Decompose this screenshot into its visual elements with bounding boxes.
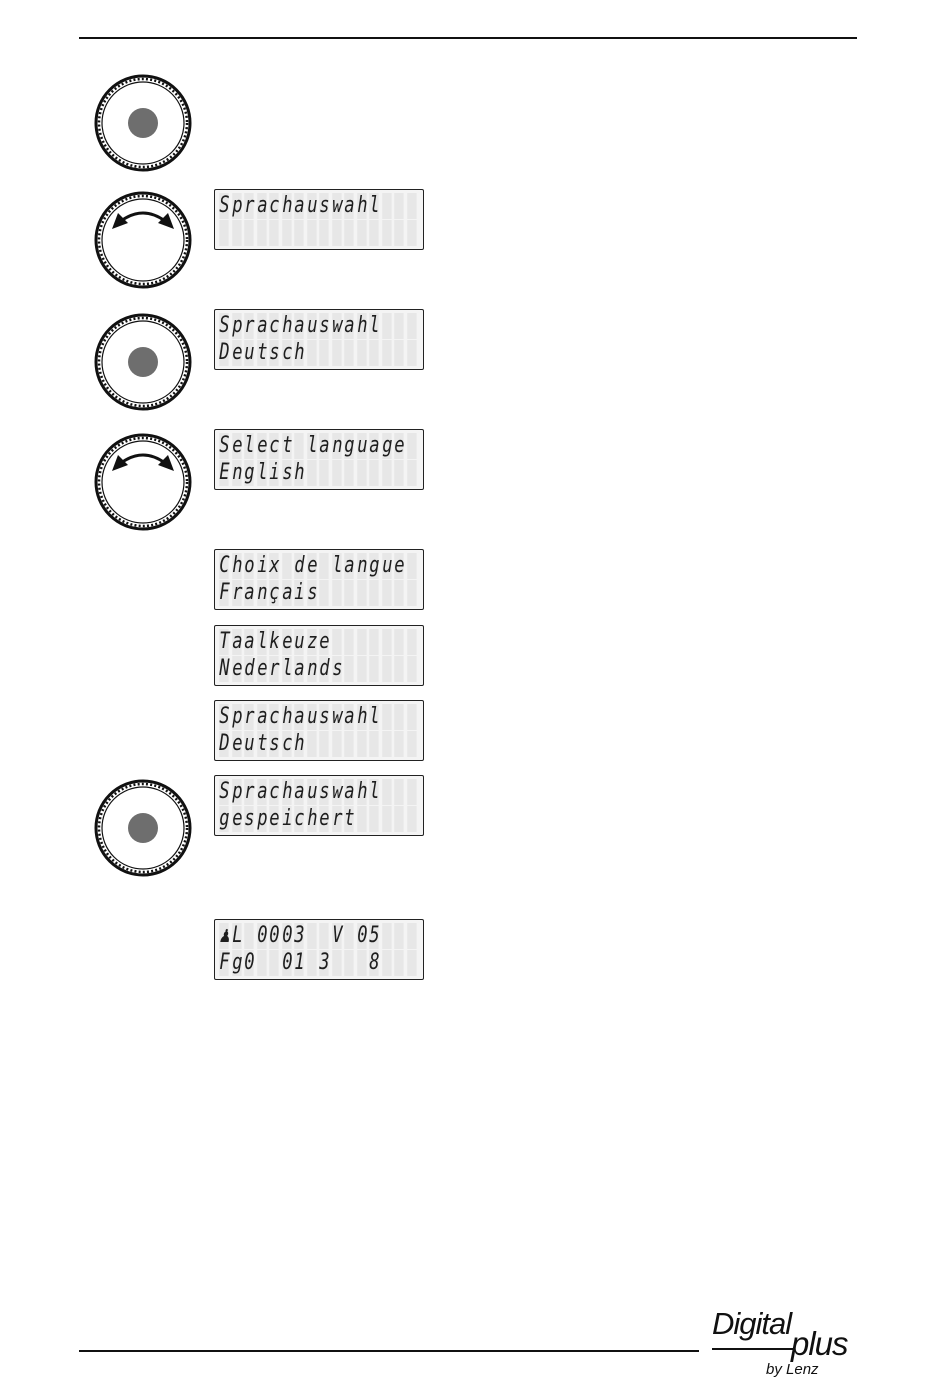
lcd-char-cell [294, 433, 303, 459]
lcd-char-cell [357, 460, 366, 486]
lcd-char-cell: a [244, 580, 255, 605]
lcd-char-cell [407, 220, 416, 246]
lcd-char-cell [332, 460, 341, 486]
lcd-char-cell [244, 220, 253, 246]
lcd-char-cell: h [281, 313, 293, 338]
lcd-char-cell: 0 [256, 923, 268, 948]
lcd-line-1 [218, 553, 420, 579]
lcd-char-cell: a [231, 629, 243, 654]
lcd-char-cell [407, 950, 416, 976]
lcd-char-cell [382, 731, 391, 757]
lcd-char-cell: p [231, 779, 243, 804]
lcd-char-cell: u [294, 629, 305, 654]
lcd-char-cell: r [331, 806, 343, 831]
lcd-char-cell [232, 220, 241, 246]
lcd-char-cell [319, 460, 328, 486]
lcd-char-cell: 3 [319, 950, 330, 975]
lcd-char-cell [382, 460, 391, 486]
lcd-line-1 [218, 433, 420, 459]
lcd-char-cell [382, 704, 391, 730]
lcd-char-cell [344, 220, 353, 246]
lcd-char-cell: a [344, 553, 355, 578]
lcd-char-cell: c [281, 731, 293, 756]
lcd-char-cell: p [231, 704, 243, 729]
lcd-char-cell [382, 220, 391, 246]
knob-press-icon [88, 68, 198, 178]
lcd-char-cell: d [294, 553, 305, 578]
lcd-char-cell: 0 [281, 923, 293, 948]
knob-press-icon [88, 307, 198, 417]
lcd-char-cell: n [231, 460, 243, 485]
lcd-char-cell: d [319, 656, 330, 681]
lcd-char-cell: h [281, 779, 293, 804]
lcd-char-cell: t [281, 433, 293, 458]
lcd-char-cell: g [231, 950, 243, 975]
lcd-char-cell: c [269, 779, 280, 804]
lcd-char-cell [369, 656, 378, 682]
lcd-char-cell: c [269, 704, 280, 729]
lcd-char-cell: 8 [369, 950, 380, 975]
lcd-char-cell: w [331, 313, 343, 338]
lcd-char-cell: 0 [269, 923, 280, 948]
lcd-char-cell: S [219, 779, 230, 804]
lcd-char-cell: n [331, 433, 343, 458]
lcd-char-cell: e [281, 629, 293, 654]
lcd-char-cell: D [219, 340, 230, 365]
lcd-char-cell [407, 460, 416, 486]
bottom-rule [79, 1350, 699, 1352]
lcd-char-cell: l [331, 553, 343, 578]
lcd-char-cell: l [369, 779, 380, 804]
lcd-char-cell [407, 340, 416, 366]
lcd-char-cell: r [244, 779, 255, 804]
lcd-line-2 [218, 460, 420, 486]
lcd-char-cell: e [231, 433, 243, 458]
lcd-char-cell [407, 313, 416, 339]
lcd-line-2 [218, 731, 420, 757]
lcd-char-cell [332, 340, 341, 366]
lcd-char-cell [319, 553, 328, 579]
lcd-char-cell [382, 313, 391, 339]
lcd-char-cell [407, 923, 416, 949]
lcd-char-cell: S [219, 193, 230, 218]
lcd-char-cell [394, 731, 403, 757]
lcd-char-cell: h [281, 704, 293, 729]
lcd-char-cell [407, 580, 416, 606]
lcd-char-cell [407, 731, 416, 757]
lcd-char-cell [344, 340, 353, 366]
lcd-char-cell [332, 580, 341, 606]
lcd-line-2 [218, 950, 420, 976]
lcd-char-cell [407, 433, 416, 459]
lcd-char-cell [269, 950, 278, 976]
lcd-char-cell: u [244, 731, 255, 756]
lcd-char-cell [294, 220, 303, 246]
lcd-char-cell: l [369, 704, 380, 729]
lcd-char-cell [357, 220, 366, 246]
lcd-display-2 [214, 309, 424, 370]
lcd-char-cell [382, 656, 391, 682]
lcd-char-cell [307, 923, 316, 949]
lcd-char-cell [369, 220, 378, 246]
lcd-char-cell [282, 553, 291, 579]
lcd-char-cell: t [256, 731, 268, 756]
lcd-char-cell [407, 193, 416, 219]
lcd-char-cell: h [306, 806, 318, 831]
lcd-char-cell: a [294, 656, 305, 681]
lcd-char-cell [369, 340, 378, 366]
lcd-char-cell [357, 950, 366, 976]
lcd-char-cell [332, 731, 341, 757]
lcd-char-cell: s [319, 313, 330, 338]
lcd-char-cell: h [356, 704, 368, 729]
lcd-char-cell [319, 580, 328, 606]
lcd-char-cell [407, 704, 416, 730]
lcd-char-cell: D [219, 731, 230, 756]
lcd-char-cell [307, 220, 316, 246]
lcd-char-cell [382, 629, 391, 655]
lcd-line-1 [218, 779, 420, 805]
lcd-char-cell: g [369, 553, 380, 578]
lcd-char-cell: h [356, 779, 368, 804]
logo-primary: Digital [712, 1306, 792, 1341]
lcd-char-cell [407, 656, 416, 682]
lcd-char-cell: a [369, 433, 380, 458]
knob-press-1[interactable] [88, 68, 198, 178]
lcd-char-cell: a [319, 433, 330, 458]
lcd-char-cell: 3 [294, 923, 305, 948]
lcd-char-cell [382, 923, 391, 949]
lcd-char-cell: s [244, 806, 255, 831]
lcd-char-cell: e [319, 629, 330, 654]
lcd-char-cell: g [219, 806, 230, 831]
lcd-char-cell: e [256, 656, 268, 681]
lcd-char-cell: c [269, 433, 280, 458]
lcd-char-cell [382, 779, 391, 805]
lcd-char-cell: a [344, 779, 355, 804]
logo-tagline: by Lenz [766, 1361, 819, 1378]
lcd-char-cell: i [294, 580, 305, 605]
lcd-char-cell: a [294, 193, 305, 218]
lcd-char-cell: k [269, 629, 280, 654]
lcd-char-cell [394, 779, 403, 805]
lcd-line-1 [218, 629, 420, 655]
lcd-display-1 [214, 189, 424, 250]
lcd-char-cell [407, 779, 416, 805]
lcd-char-cell [257, 950, 266, 976]
lcd-char-cell: a [256, 779, 268, 804]
lcd-char-cell: c [269, 313, 280, 338]
lcd-line-1 [218, 313, 420, 339]
lcd-char-cell [282, 220, 291, 246]
lcd-char-cell: u [306, 779, 318, 804]
lcd-char-cell: r [244, 193, 255, 218]
lcd-char-cell [332, 220, 341, 246]
lcd-char-cell: u [244, 340, 255, 365]
lcd-char-cell: o [244, 553, 255, 578]
lcd-char-cell: i [269, 460, 280, 485]
lcd-char-cell: e [231, 806, 243, 831]
lcd-char-cell [407, 629, 416, 655]
lcd-char-cell [407, 806, 416, 832]
lcd-char-cell: N [219, 656, 230, 681]
lcd-char-cell: l [281, 656, 293, 681]
lcd-char-cell: T [219, 629, 230, 654]
lcd-char-cell: s [331, 656, 343, 681]
lcd-char-cell [382, 340, 391, 366]
lcd-char-cell: a [281, 580, 293, 605]
lcd-char-cell: ç [269, 580, 280, 605]
lcd-char-cell: u [356, 433, 368, 458]
lcd-display-3 [214, 429, 424, 490]
lcd-char-cell: r [244, 313, 255, 338]
lcd-char-cell: a [344, 704, 355, 729]
lcd-char-cell [394, 629, 403, 655]
lcd-char-cell: a [294, 313, 305, 338]
lcd-char-cell [394, 220, 403, 246]
lcd-line-2 [218, 656, 420, 682]
lcd-char-cell: g [344, 433, 355, 458]
knob-rotate-icon [88, 185, 198, 295]
lcd-char-cell [369, 580, 378, 606]
lcd-char-cell [332, 629, 341, 655]
lcd-char-cell [394, 806, 403, 832]
lcd-char-cell: l [369, 193, 380, 218]
lcd-char-cell [332, 950, 341, 976]
lcd-char-cell: L [231, 923, 243, 948]
lcd-char-cell: h [356, 313, 368, 338]
lcd-char-cell: h [231, 553, 243, 578]
lcd-char-cell: a [244, 629, 255, 654]
lcd-char-cell: r [244, 704, 255, 729]
lcd-char-cell: l [256, 460, 268, 485]
lcd-char-cell: ♟ [219, 923, 230, 948]
lcd-char-cell: u [381, 553, 393, 578]
lcd-char-cell: e [319, 806, 330, 831]
lcd-char-cell: g [244, 460, 255, 485]
lcd-char-cell: s [269, 340, 280, 365]
lcd-char-cell: e [269, 806, 280, 831]
lcd-char-cell: c [269, 193, 280, 218]
lcd-char-cell: u [306, 704, 318, 729]
lcd-char-cell [357, 656, 366, 682]
lcd-char-cell: e [394, 553, 405, 578]
lcd-char-cell [394, 580, 403, 606]
lcd-char-cell: c [281, 340, 293, 365]
lcd-char-cell: z [306, 629, 318, 654]
lcd-char-cell: w [331, 193, 343, 218]
lcd-display-5 [214, 625, 424, 686]
lcd-char-cell: n [356, 553, 368, 578]
lcd-char-cell [394, 923, 403, 949]
lcd-char-cell: a [294, 704, 305, 729]
brand-logo [706, 1305, 866, 1385]
lcd-char-cell: l [306, 433, 318, 458]
lcd-char-cell [269, 220, 278, 246]
lcd-char-cell: s [281, 460, 293, 485]
lcd-line-2 [218, 220, 420, 246]
lcd-char-cell: e [231, 731, 243, 756]
lcd-line-2 [218, 806, 420, 832]
lcd-char-cell [369, 460, 378, 486]
knob-rotate-1[interactable] [88, 185, 198, 295]
lcd-char-cell: a [256, 704, 268, 729]
lcd-char-cell: t [256, 340, 268, 365]
lcd-char-cell [394, 704, 403, 730]
lcd-display-4 [214, 549, 424, 610]
lcd-char-cell: x [269, 553, 280, 578]
lcd-char-cell [382, 580, 391, 606]
lcd-char-cell: p [231, 193, 243, 218]
lcd-display-8 [214, 919, 424, 980]
lcd-char-cell [394, 460, 403, 486]
lcd-char-cell: S [219, 704, 230, 729]
lcd-char-cell [382, 193, 391, 219]
knob-rotate-icon [88, 427, 198, 537]
lcd-char-cell [257, 220, 266, 246]
lcd-char-cell: p [231, 313, 243, 338]
lcd-char-cell: r [231, 580, 243, 605]
lcd-char-cell: F [219, 950, 230, 975]
lcd-char-cell [344, 923, 353, 949]
lcd-char-cell [319, 731, 328, 757]
lcd-char-cell: u [306, 313, 318, 338]
lcd-char-cell: e [231, 656, 243, 681]
lcd-char-cell: c [294, 806, 305, 831]
lcd-char-cell [344, 656, 353, 682]
lcd-char-cell: s [319, 779, 330, 804]
lcd-char-cell: i [256, 553, 268, 578]
knob-press-2[interactable] [88, 307, 198, 417]
lcd-char-cell [394, 656, 403, 682]
lcd-char-cell [244, 923, 253, 949]
lcd-char-cell [307, 460, 316, 486]
lcd-char-cell: u [306, 193, 318, 218]
lcd-char-cell: h [294, 460, 305, 485]
lcd-char-cell [307, 340, 316, 366]
lcd-char-cell: s [269, 731, 280, 756]
lcd-char-cell [344, 460, 353, 486]
lcd-line-2 [218, 340, 420, 366]
lcd-char-cell: 0 [281, 950, 293, 975]
logo-underline [712, 1348, 794, 1350]
lcd-char-cell [357, 340, 366, 366]
lcd-char-cell: e [231, 340, 243, 365]
lcd-char-cell [394, 340, 403, 366]
knob-press-icon [88, 773, 198, 883]
lcd-char-cell: a [294, 779, 305, 804]
lcd-char-cell: e [256, 433, 268, 458]
lcd-char-cell: i [281, 806, 293, 831]
logo-secondary: plus [791, 1325, 848, 1362]
knob-rotate-2[interactable] [88, 427, 198, 537]
lcd-char-cell [344, 629, 353, 655]
lcd-char-cell: C [219, 553, 230, 578]
lcd-char-cell: e [394, 433, 405, 458]
lcd-char-cell [307, 950, 316, 976]
lcd-char-cell: s [306, 580, 318, 605]
knob-press-3[interactable] [88, 773, 198, 883]
lcd-char-cell: s [319, 193, 330, 218]
lcd-char-cell: 0 [244, 950, 255, 975]
lcd-char-cell: a [256, 313, 268, 338]
lcd-char-cell: g [381, 433, 393, 458]
lcd-char-cell [369, 731, 378, 757]
lcd-char-cell: E [219, 460, 230, 485]
lcd-char-cell: S [219, 313, 230, 338]
lcd-line-1 [218, 193, 420, 219]
lcd-char-cell [319, 220, 328, 246]
lcd-char-cell [407, 553, 416, 579]
lcd-char-cell: n [306, 656, 318, 681]
lcd-line-1 [218, 704, 420, 730]
lcd-char-cell: 1 [294, 950, 305, 975]
lcd-char-cell: w [331, 704, 343, 729]
lcd-char-cell: a [256, 193, 268, 218]
lcd-display-7 [214, 775, 424, 836]
lcd-char-cell [344, 580, 353, 606]
lcd-char-cell: l [244, 433, 255, 458]
lcd-char-cell: 0 [356, 923, 368, 948]
lcd-line-2 [218, 580, 420, 606]
lcd-char-cell: l [369, 313, 380, 338]
lcd-char-cell [369, 806, 378, 832]
lcd-char-cell: e [306, 553, 318, 578]
lcd-char-cell: p [256, 806, 268, 831]
lcd-char-cell [319, 923, 328, 949]
lcd-char-cell: a [344, 193, 355, 218]
lcd-char-cell [344, 950, 353, 976]
lcd-char-cell [307, 731, 316, 757]
lcd-char-cell [357, 806, 366, 832]
lcd-char-cell [382, 806, 391, 832]
lcd-char-cell: n [256, 580, 268, 605]
lcd-char-cell [369, 629, 378, 655]
lcd-char-cell: s [319, 704, 330, 729]
lcd-char-cell: w [331, 779, 343, 804]
lcd-char-cell: t [344, 806, 355, 831]
lcd-char-cell [394, 313, 403, 339]
lcd-char-cell [219, 220, 228, 246]
lcd-char-cell [394, 193, 403, 219]
lcd-char-cell: a [344, 313, 355, 338]
lcd-char-cell: h [281, 193, 293, 218]
lcd-char-cell [344, 731, 353, 757]
lcd-char-cell: S [219, 433, 230, 458]
lcd-char-cell: l [256, 629, 268, 654]
lcd-char-cell: F [219, 580, 230, 605]
lcd-char-cell [357, 580, 366, 606]
lcd-char-cell: h [356, 193, 368, 218]
lcd-char-cell [357, 629, 366, 655]
lcd-char-cell: d [244, 656, 255, 681]
top-rule [79, 37, 857, 39]
lcd-char-cell [394, 950, 403, 976]
lcd-char-cell [357, 731, 366, 757]
lcd-char-cell [319, 340, 328, 366]
lcd-char-cell: V [331, 923, 343, 948]
lcd-char-cell: h [294, 731, 305, 756]
lcd-char-cell: 5 [369, 923, 380, 948]
lcd-char-cell: r [269, 656, 280, 681]
lcd-line-1 [218, 923, 420, 949]
lcd-char-cell: h [294, 340, 305, 365]
lcd-display-6 [214, 700, 424, 761]
lcd-char-cell [382, 950, 391, 976]
